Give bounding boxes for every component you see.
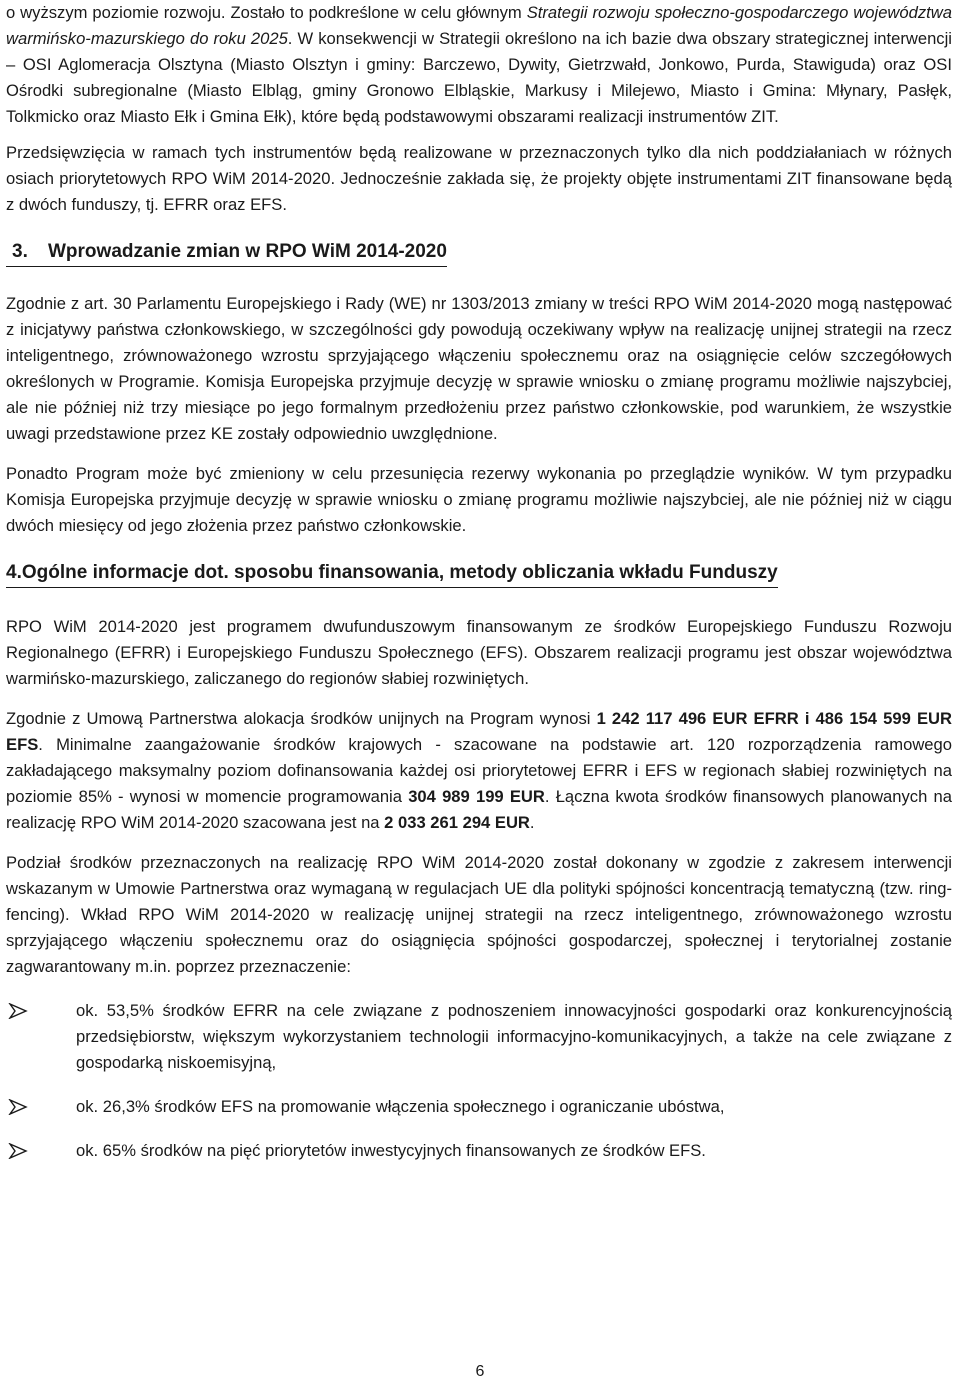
zit-paragraph: Przedsięwzięcia w ramach tych instrumentów będą realizowane w przeznaczonych tylko dla nich poddziałaniach w różnych osiach priorytetowych RPO WiM 2014-2020. Jednocześnie zakłada się, że projekty objęte instrumentami ZIT finansowane będą z dwóch funduszy, tj. EFRR oraz EFS.: [6, 143, 952, 214]
list-item-text: ok. 53,5% środków EFRR na cele związane z podnoszeniem innowacyjności gospodarki oraz konkurencyjnością przedsiębiorstw, większym wykorzystaniem technologii informacyjno-komunikacyjnych, a także na cele związane z gospodarką niskoemisyjną,: [76, 1001, 952, 1072]
intro-paragraph: [6, 0, 952, 130]
section-3-heading: [6, 238, 952, 267]
section-3-paragraph-1: Zgodnie z art. 30 Parlamentu Europejskiego i Rady (WE) nr 1303/2013 zmiany w treści RPO WiM 2014-2020 mogą następować z inicjatywy państwa członkowskiego, w szczególności gdy powodują oczekiwany wpływ na realizację unijnej strategii na rzecz inteligentnego, zrównoważonego wzrostu sprzyjającego włączeniu społecznemu oraz na osiągnięcie celów szczegółowych określonych w Programie. Komisja Europejska przyjmuje decyzję w sprawie wniosku o zmianę programu możliwie najszybciej, ale nie później niż trzy miesiące po jego formalnym przedłożeniu przez państwo członkowskie, pod warunkiem, że wszystkie uwagi przedstawione przez KE zostały odpowiednio uwzględnione.: [6, 294, 952, 443]
strategy-title-italic: Strategii rozwoju społeczno-gospodarczego województwa warmińsko-mazurskiego do roku 2025: [6, 3, 952, 48]
national-contribution-amount-bold: 304 989 199 EUR: [408, 787, 545, 806]
document-page: [6, 0, 952, 1182]
allocation-amount-bold: 1 242 117 496 EUR EFRR i 486 154 599 EUR EFS: [6, 709, 952, 754]
total-amount-bold: 2 033 261 294 EUR: [384, 813, 530, 832]
section-4-paragraph-1: RPO WiM 2014-2020 jest programem dwufunduszowym finansowanym ze środków Europejskiego Funduszu Rozwoju Regionalnego (EFRR) i Europejskiego Funduszu Społecznego (EFS). Obszarem realizacji programu jest obszar województwa warmińsko-mazurskiego, zaliczanego do regionów słabiej rozwiniętych.: [6, 617, 952, 688]
list-item: [6, 1138, 952, 1164]
section-4-paragraph-2: [6, 706, 952, 836]
list-item-text: ok. 26,3% środków EFS na promowanie włączenia społecznego i ograniczanie ubóstwa,: [76, 1097, 725, 1116]
section-4-number: 4.: [6, 562, 22, 583]
allocation-bullet-list: [6, 998, 952, 1164]
section-4-heading: [6, 559, 952, 588]
section-3-number: 3.: [12, 241, 28, 262]
arrowhead-bullet-icon: [8, 1143, 28, 1159]
total-amount-period: .: [529, 813, 535, 832]
section-3-paragraph-2: Ponadto Program może być zmieniony w celu przesunięcia rezerwy wykonania po przeglądzie wyników. W tym przypadku Komisja Europejska przyjmuje decyzję w sprawie wniosku o zmianę programu możliwie najszybciej, ale nie później niż w ciągu dwóch miesięcy od jego złożenia przez państwo członkowskie.: [6, 464, 952, 535]
section-4-title: [6, 559, 778, 588]
list-item: [6, 1094, 952, 1120]
total-amount-text: . Łączna kwota środków finansowych planowanych na realizację RPO WiM 2014-2020 szacowana jest na: [6, 787, 952, 832]
intro-text-start: o wyższym poziomie rozwoju. Zostało to podkreślone w celu głównym: [6, 3, 527, 22]
section-4-title-text: Ogólne informacje dot. sposobu finansowania, metody obliczania wkładu Funduszy: [21, 562, 778, 583]
list-item-text: ok. 65% środków na pięć priorytetów inwestycyjnych finansowanych ze środków EFS.: [76, 1141, 706, 1160]
intro-text-end: . W konsekwencji w Strategii określono na ich bazie dwa obszary strategicznej interwencji – OSI Aglomeracja Olsztyna (Miasto Olsztyn i gminy: Barczewo, Dywity, Gietrzwałd, Jonkowo, Purda, Stawiguda) oraz OSI Ośrodki subregionalne (Miasto Elbląg, gminy Gronowo Elbląskie, Markusy i Milejewo, Miasto i Gmina: Młynary, Pasłęk, Tolkmicko oraz Miasto Ełk i Gmina Ełk), które będą podstawowymi obszarami realizacji instrumentów ZIT.: [6, 29, 952, 126]
arrowhead-bullet-icon: [8, 1099, 28, 1115]
section-4-paragraph-3: Podział środków przeznaczonych na realizację RPO WiM 2014-2020 został dokonany w zgodzie z zakresem interwencji wskazanym w Umowie Partnerstwa oraz wymaganą w regulacjach UE dla polityki spójności koncentracją tematyczną (tzw. ring-fencing). Wkład RPO WiM 2014-2020 w realizację unijnej strategii na rzecz inteligentnego, zrównoważonego wzrostu sprzyjającego włączeniu społecznemu oraz do osiągnięcia spójności gospodarczej, społecznej i terytorialnej zostanie zagwarantowany m.in. poprzez przeznaczenie:: [6, 853, 952, 976]
list-item: [6, 998, 952, 1076]
section-3-title-text: Wprowadzanie zmian w RPO WiM 2014-2020: [48, 241, 447, 262]
section-3-title: [6, 238, 447, 267]
allocation-text: Zgodnie z Umową Partnerstwa alokacja środków unijnych na Program wynosi: [6, 709, 597, 728]
page-number: 6: [475, 1363, 485, 1380]
arrowhead-bullet-icon: [8, 1003, 28, 1019]
national-contribution-text: . Minimalne zaangażowanie środków krajowych - szacowane na podstawie art. 120 rozporządzenia ramowego zakładającego maksymalny poziom dofinansowania każdej osi priorytetowej EFRR i EFS w regionach słabiej rozwiniętych na poziomie 85% - wynosi w momencie programowania: [6, 735, 952, 806]
